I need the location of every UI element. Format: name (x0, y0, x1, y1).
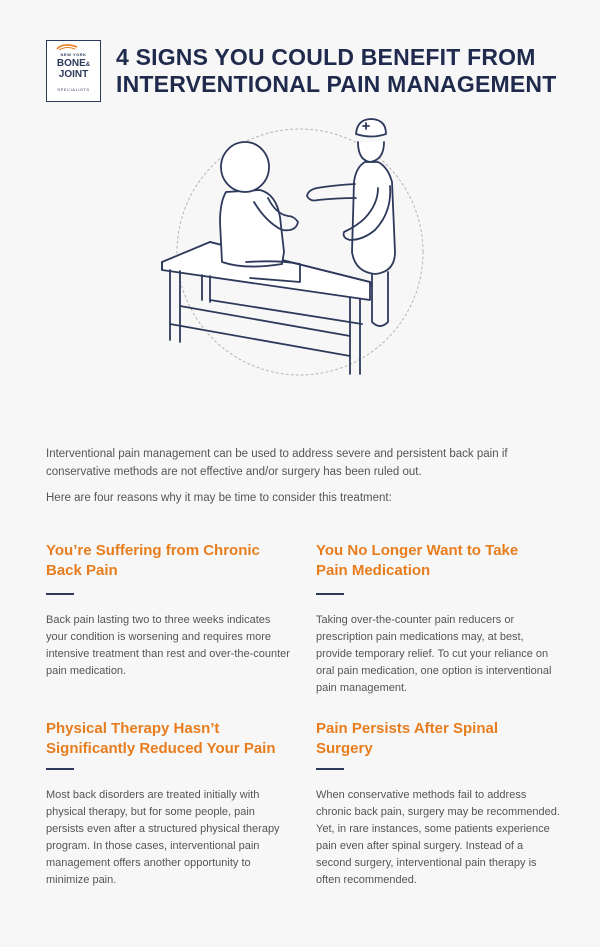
section-2-divider (316, 593, 344, 595)
section-2-title: You No Longer Want to Take Pain Medication (316, 542, 519, 579)
section-3-body: Most back disorders are treated initially with physical therapy, but for some people, pain persists even after a structured physical therapy program. In those cases, interventional pain management offers another opportunity to minimize pain. (46, 789, 280, 886)
page-title-line2: INTERVENTIONAL PAIN MANAGEMENT (116, 71, 557, 97)
logo-swoosh-icon (55, 43, 79, 51)
section-2-body: Taking over-the-counter pain reducers or prescription pain medications may, at best, provide temporary relief. To cut your reliance on oral pain medication, one option is interventional pain management. (316, 614, 552, 694)
logo-bottom-text: SPECIALISTS (57, 87, 90, 92)
intro-paragraph: Interventional pain management can be used to address severe and persistent back pain if conservative methods are not effective and/or surgery has been ruled out. (46, 448, 508, 478)
lead-paragraph: Here are four reasons why it may be time to consider this treatment: (46, 492, 392, 504)
doctor-patient-exam-table-illustration (150, 112, 450, 382)
page-title-line1: 4 SIGNS YOU COULD BENEFIT FROM (116, 44, 536, 70)
logo-top-text: NEW YORK (60, 52, 87, 57)
section-1-body: Back pain lasting two to three weeks indicates your condition is worsening and requires more intensive treatment than rest and over-the-counter pain medication. (46, 614, 290, 677)
section-3-title: Physical Therapy Hasn’t Significantly Reduced Your Pain (46, 720, 276, 757)
section-4-title: Pain Persists After Spinal Surgery (316, 720, 499, 757)
section-4-body: When conservative methods fail to address chronic back pain, surgery may be recommended. Yet, in rare instances, some patients experience pain even after spinal surgery. Instead of a second surgery, interventional pain therapy is often recommended. (316, 789, 560, 886)
section-1-title: You’re Suffering from Chronic Back Pain (46, 542, 260, 579)
logo-line2: JOINT (58, 69, 89, 80)
page-title (116, 44, 586, 98)
logo-line1: BONE& (56, 58, 91, 69)
section-1-divider (46, 593, 74, 595)
section-3-divider (46, 768, 74, 770)
brand-logo (46, 40, 101, 102)
section-4-divider (316, 768, 344, 770)
